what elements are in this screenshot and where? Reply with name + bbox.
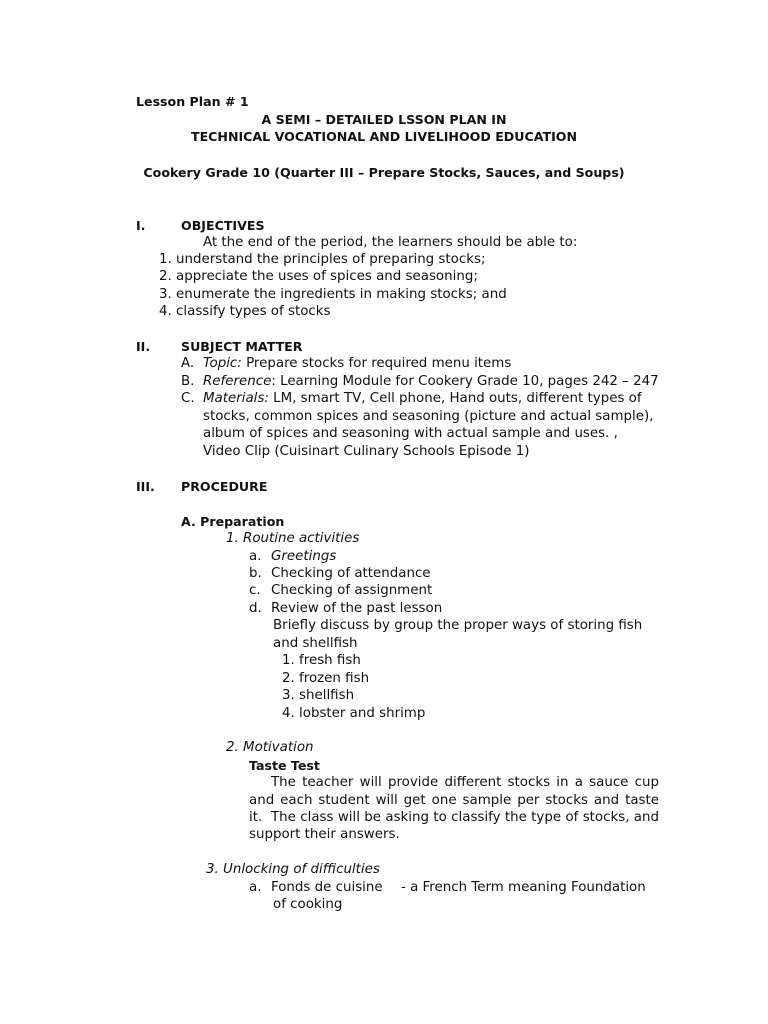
- materials-text: LM, smart TV, Cell phone, Hand outs, different types of: [268, 391, 642, 406]
- objective-item: 1. understand the principles of preparing stocks;: [159, 252, 486, 267]
- reference-label: Reference: [203, 374, 272, 389]
- materials-line: Video Clip (Cuisinart Culinary Schools Episode 1): [203, 444, 530, 459]
- routine-item-text: Greetings: [271, 549, 337, 564]
- materials-line: [203, 390, 642, 407]
- section-numeral-subject-matter: II.: [136, 339, 151, 354]
- objectives-intro: At the end of the period, the learners should be able to:: [203, 235, 578, 250]
- section-heading-subject-matter: SUBJECT MATTER: [181, 339, 303, 354]
- review-item: 1. fresh fish: [282, 653, 361, 668]
- review-description: and shellfish: [273, 636, 358, 651]
- unlocking-item-marker: a.: [249, 880, 262, 895]
- materials-label: Materials:: [203, 391, 269, 406]
- materials-line: stocks, common spices and seasoning (picture and actual sample),: [203, 409, 654, 424]
- reference-text: : Learning Module for Cookery Grade 10, pages 242 – 247: [271, 374, 659, 389]
- taste-test-text: The teacher will provide different stocks in a sauce cup: [271, 775, 659, 790]
- section-numeral-objectives: I.: [136, 218, 146, 233]
- document-subtitle: Cookery Grade 10 (Quarter III – Prepare Stocks, Sauces, and Soups): [143, 165, 625, 180]
- routine-item-text: Review of the past lesson: [271, 601, 443, 616]
- document-title-line1: A SEMI – DETAILED LSSON PLAN IN: [261, 112, 507, 127]
- objective-item: 4. classify types of stocks: [159, 304, 331, 319]
- topic-marker: A.: [181, 356, 195, 371]
- section-heading-objectives: OBJECTIVES: [181, 218, 265, 233]
- review-item: 2. frozen fish: [282, 671, 370, 686]
- unlocking-heading: 3. Unlocking of difficulties: [206, 862, 380, 877]
- taste-test-heading: Taste Test: [249, 758, 320, 773]
- unlocking-definition: - a French Term meaning Foundation: [401, 880, 646, 895]
- topic-label: Topic:: [203, 356, 242, 371]
- topic-line: [203, 355, 511, 372]
- routine-item-marker: c.: [249, 583, 261, 598]
- routine-item-marker: a.: [249, 549, 262, 564]
- taste-test-text: The class will be asking to classify the type of stocks, and: [271, 810, 659, 825]
- preparation-heading: A. Preparation: [181, 514, 285, 529]
- review-item: 3. shellfish: [282, 688, 355, 703]
- section-heading-procedure: PROCEDURE: [181, 479, 268, 494]
- materials-marker: C.: [181, 391, 195, 406]
- routine-item-marker: d.: [249, 601, 262, 616]
- review-item: 4. lobster and shrimp: [282, 706, 426, 721]
- routine-activities-heading: 1. Routine activities: [226, 531, 360, 546]
- routine-item-marker: b.: [249, 566, 262, 581]
- routine-item-text: Checking of attendance: [271, 566, 431, 581]
- reference-marker: B.: [181, 374, 195, 389]
- document-title-line2: TECHNICAL VOCATIONAL AND LIVELIHOOD EDUCATION: [190, 129, 578, 144]
- objective-item: 2. appreciate the uses of spices and seasoning;: [159, 269, 478, 284]
- motivation-heading: 2. Motivation: [226, 740, 314, 755]
- section-numeral-procedure: III.: [136, 479, 155, 494]
- review-description: Briefly discuss by group the proper ways of storing fish: [273, 618, 643, 633]
- taste-test-text: support their answers.: [249, 827, 400, 842]
- lesson-plan-number: Lesson Plan # 1: [136, 94, 249, 109]
- routine-item-text: Checking of assignment: [271, 583, 433, 598]
- topic-text: Prepare stocks for required menu items: [241, 356, 512, 371]
- objective-item: 3. enumerate the ingredients in making stocks; and: [159, 287, 507, 302]
- unlocking-definition-cont: of cooking: [273, 897, 343, 912]
- unlocking-term: Fonds de cuisine: [271, 880, 383, 895]
- materials-line: album of spices and seasoning with actual sample and uses. ,: [203, 426, 618, 441]
- taste-test-text: and each student will get one sample per stocks and taste it.: [249, 793, 659, 825]
- reference-line: [203, 373, 659, 390]
